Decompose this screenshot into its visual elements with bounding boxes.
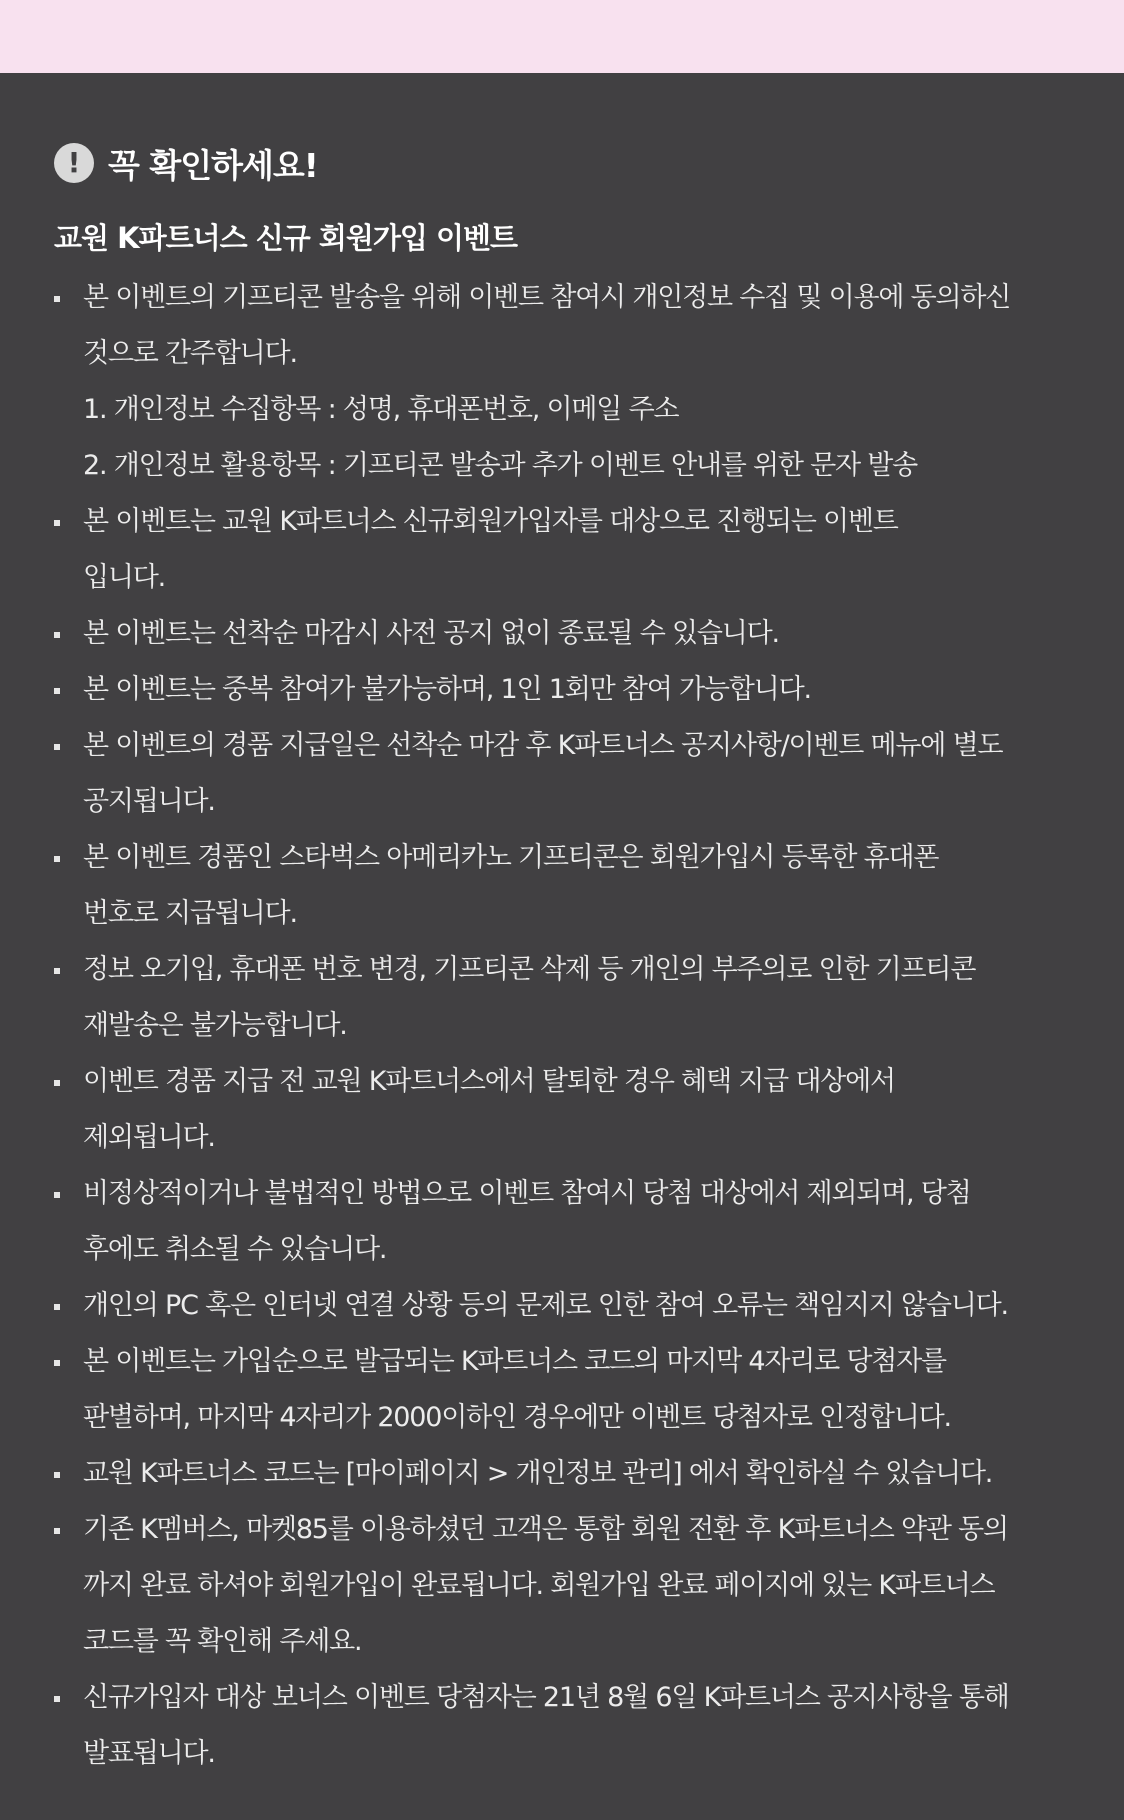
rule-text-line: 정보 오기입, 휴대폰 번호 변경, 기프티콘 삭제 등 개인의 부주의로 인한 기프티콘 [83,954,976,985]
rule-text-line: 후에도 취소될 수 있습니다. [83,1234,387,1265]
bullet-icon [54,296,60,302]
bullet-icon [54,1192,60,1198]
bullet-icon [54,1472,60,1478]
bullet-icon [54,856,60,862]
rule-text-line: 것으로 간주합니다. [83,338,297,369]
bullet-icon [54,1696,60,1702]
notice-section [54,138,1094,1782]
rule-item [54,1446,1094,1502]
rule-item [54,942,1094,1054]
rule-item [54,662,1094,718]
bullet-icon [54,1528,60,1534]
rule-item [54,1278,1094,1334]
bullet-icon [54,1304,60,1310]
rule-text-line: 본 이벤트는 선착순 마감시 사전 공지 없이 종료될 수 있습니다. [83,618,779,649]
rule-text-line: 본 이벤트의 기프티콘 발송을 위해 이벤트 참여시 개인정보 수집 및 이용에 동의하신 [83,282,1011,313]
rule-text-line: 재발송은 불가능합니다. [83,1010,347,1041]
rule-item [54,1054,1094,1166]
top-banner-band [0,0,1124,73]
bullet-icon [54,1360,60,1366]
bullet-icon [54,968,60,974]
rule-item [54,606,1094,662]
rule-text-line: 본 이벤트는 중복 참여가 불가능하며, 1인 1회만 참여 가능합니다. [83,674,811,705]
exclamation-icon: ! [54,143,94,183]
rule-text-line: 비정상적이거나 불법적인 방법으로 이벤트 참여시 당첨 대상에서 제외되며, 당첨 [83,1178,971,1209]
rule-item [54,1502,1094,1670]
rule-text-line: 신규가입자 대상 보너스 이벤트 당첨자는 21년 8월 6일 K파트너스 공지사항을 통해 [83,1682,1009,1713]
rule-text-line: 까지 완료 하셔야 회원가입이 완료됩니다. 회원가입 완료 페이지에 있는 K파트너스 [83,1570,995,1601]
rule-text-line: 본 이벤트 경품인 스타벅스 아메리카노 기프티콘은 회원가입시 등록한 휴대폰 [83,842,939,873]
event-title: 교원 K파트너스 신규 회원가입 이벤트 [54,221,518,255]
bullet-icon [54,688,60,694]
rule-text-line: 본 이벤트의 경품 지급일은 선착순 마감 후 K파트너스 공지사항/이벤트 메뉴에 별도 [83,730,1003,761]
rule-text-line: 본 이벤트는 교원 K파트너스 신규회원가입자를 대상으로 진행되는 이벤트 [83,506,898,537]
rule-text-line: 제외됩니다. [83,1122,215,1153]
rule-item [54,1334,1094,1446]
rule-text-line: 입니다. [83,562,166,593]
rule-text-line: 번호로 지급됩니다. [83,898,297,929]
rule-text-line: 판별하며, 마지막 4자리가 2000이하인 경우에만 이벤트 당첨자로 인정합니다. [83,1402,951,1433]
rule-item [54,718,1094,830]
rule-text-line: 코드를 꼭 확인해 주세요. [83,1626,362,1657]
rule-item [54,270,1094,494]
bullet-icon [54,1080,60,1086]
bullet-icon [54,744,60,750]
rule-item [54,830,1094,942]
rule-text-line: 교원 K파트너스 코드는 [마이페이지 > 개인정보 관리] 에서 확인하실 수 있습니다. [83,1458,993,1489]
rule-text-line: 기존 K멤버스, 마켓85를 이용하셨던 고객은 통합 회원 전환 후 K파트너스 약관 동의 [83,1514,1008,1545]
rule-item [54,1670,1094,1782]
rule-text-line: 발표됩니다. [83,1738,215,1769]
notice-heading-text: 꼭 확인하세요! [108,145,318,185]
rule-text-line: 공지됩니다. [83,786,215,817]
rule-item [54,1166,1094,1278]
rule-text-line: 본 이벤트는 가입순으로 발급되는 K파트너스 코드의 마지막 4자리로 당첨자를 [83,1346,946,1377]
rule-text-line: 이벤트 경품 지급 전 교원 K파트너스에서 탈퇴한 경우 혜택 지급 대상에서 [83,1066,895,1097]
rule-text-line: 1. 개인정보 수집항목 : 성명, 휴대폰번호, 이메일 주소 [83,394,679,425]
bullet-icon [54,520,60,526]
rule-item [54,494,1094,606]
rule-text-line: 개인의 PC 혹은 인터넷 연결 상황 등의 문제로 인한 참여 오류는 책임지지 않습니다. [83,1290,1008,1321]
notice-heading [54,138,1094,188]
rule-text-line: 2. 개인정보 활용항목 : 기프티콘 발송과 추가 이벤트 안내를 위한 문자 발송 [83,450,918,481]
bullet-icon [54,632,60,638]
rules-list [54,270,1094,1782]
